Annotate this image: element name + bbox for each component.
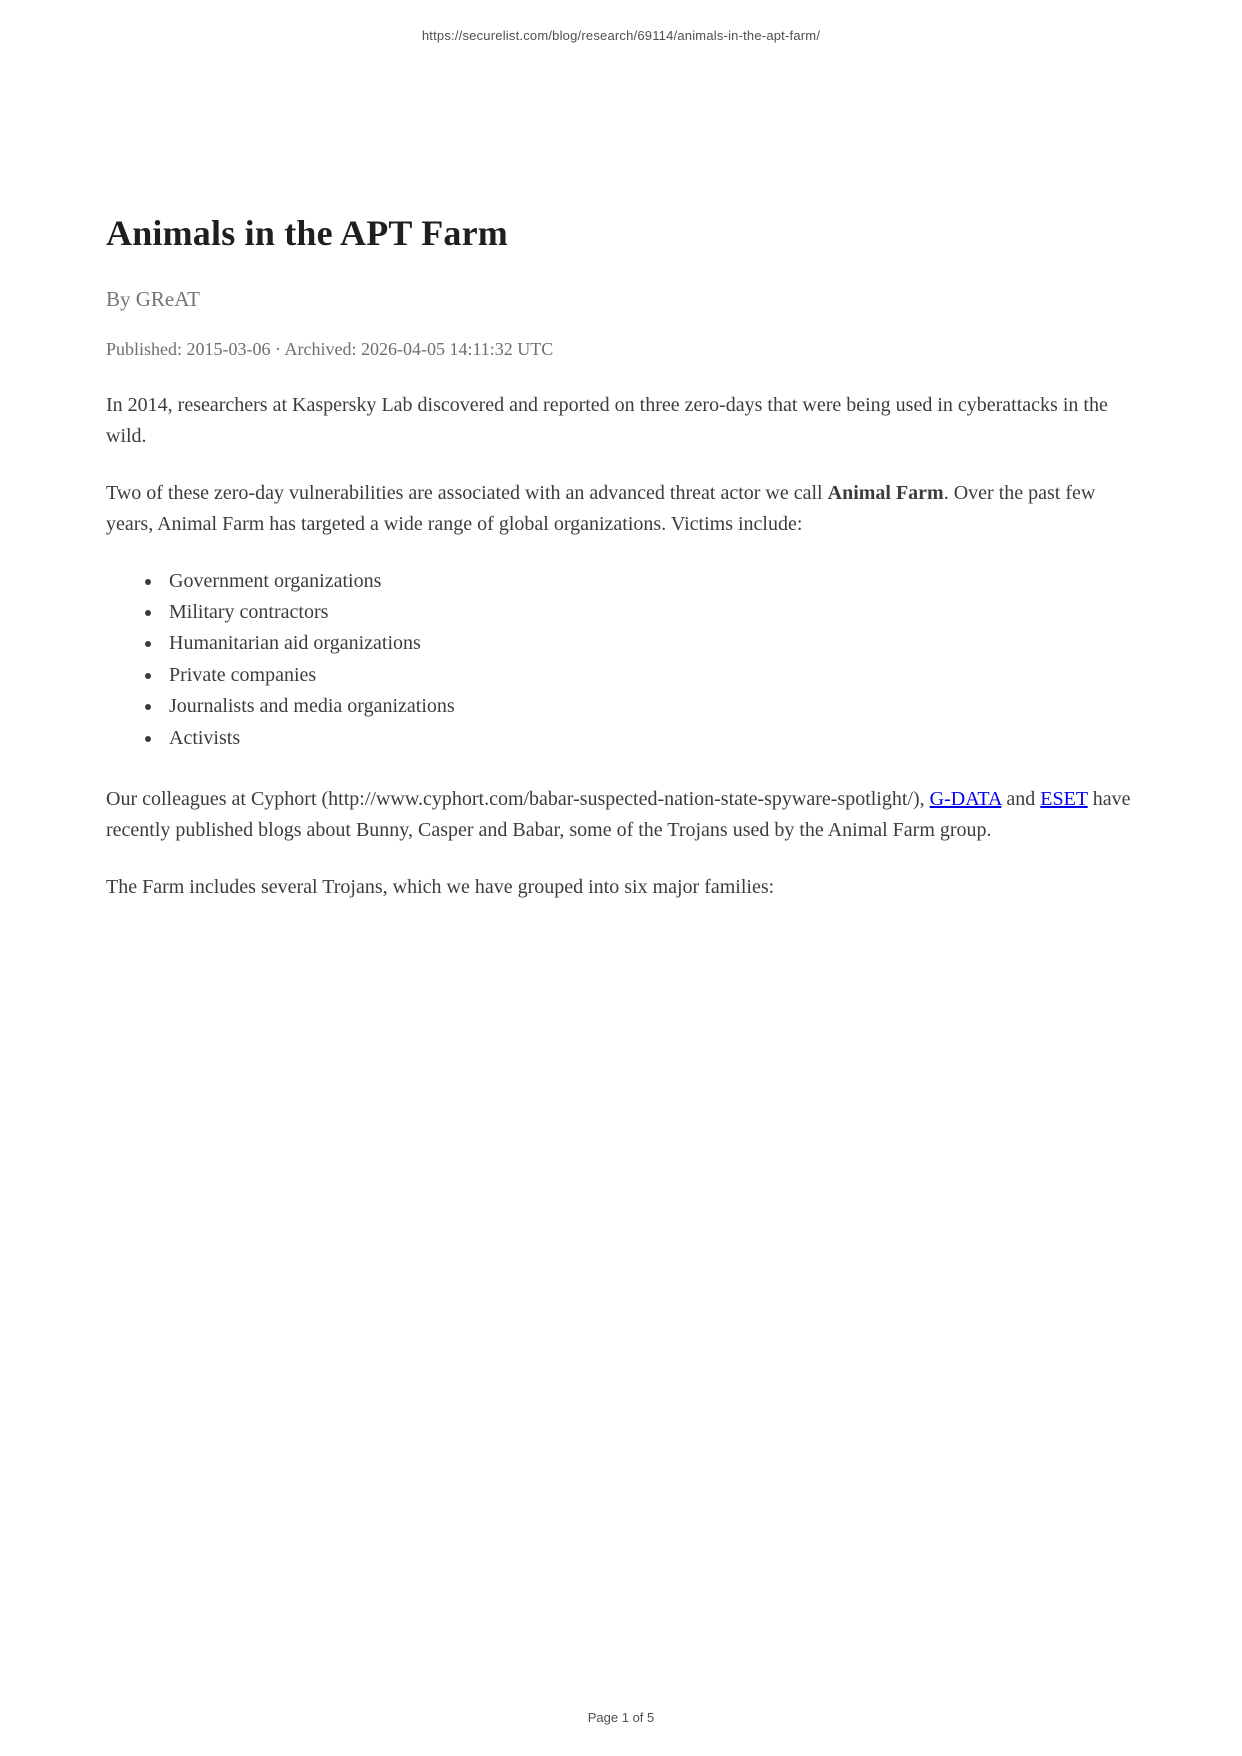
paragraph-threat-actor bbox=[106, 478, 1136, 541]
author-byline: By GReAT bbox=[106, 287, 200, 311]
list-item: • Private companies bbox=[163, 660, 1136, 691]
list-item: • Military contractors bbox=[163, 597, 1136, 628]
article-body bbox=[106, 211, 1136, 928]
victims-list bbox=[106, 566, 1136, 754]
paragraph-threat-actor-text: Two of these zero-day vulnerabilities are associated with an advanced threat actor we call bbox=[106, 481, 828, 504]
list-item: • Humanitarian aid organizations bbox=[163, 628, 1136, 659]
list-item: • Government organizations bbox=[163, 566, 1136, 597]
page-number: Page 1 of 5 bbox=[587, 1710, 655, 1725]
paragraph-intro: In 2014, researchers at Kaspersky Lab discovered and reported on three zero-days that were being used in cyberattacks in the wild. bbox=[106, 394, 1108, 448]
paragraph-colleagues bbox=[106, 784, 1136, 847]
list-item: • Journalists and media organizations bbox=[163, 691, 1136, 722]
list-item: • Activists bbox=[163, 723, 1136, 754]
print-header-url: https://securelist.com/blog/research/69114/animals-in-the-apt-farm/ bbox=[421, 28, 821, 43]
page-title: Animals in the APT Farm bbox=[106, 213, 508, 253]
paragraph-families: The Farm includes several Trojans, which we have grouped into six major families: bbox=[106, 875, 775, 898]
publish-archive-meta: Published: 2015-03-06 · Archived: 2026-04-05 14:11:32 UTC bbox=[106, 339, 554, 359]
paragraph-colleagues-text-after: have recently published blogs about Bunny, Casper and Babar, some of the Trojans used by the Animal Farm group. bbox=[106, 788, 1131, 842]
paragraph-colleagues-text: Our colleagues at Cyphort (http://www.cyphort.com/babar-suspected-nation-state-spyware-spotlight/), bbox=[106, 788, 930, 811]
animal-farm-bold-text: Animal Farm bbox=[827, 481, 944, 504]
paragraph-threat-actor-text-after: . Over the past few years, Animal Farm has targeted a wide range of global organizations. Victims include: bbox=[106, 481, 1096, 536]
paragraph-colleagues-text-mid: and bbox=[1001, 788, 1041, 811]
eset-link[interactable]: ESET bbox=[1040, 788, 1088, 811]
gdata-link[interactable]: G-DATA bbox=[929, 788, 1002, 811]
